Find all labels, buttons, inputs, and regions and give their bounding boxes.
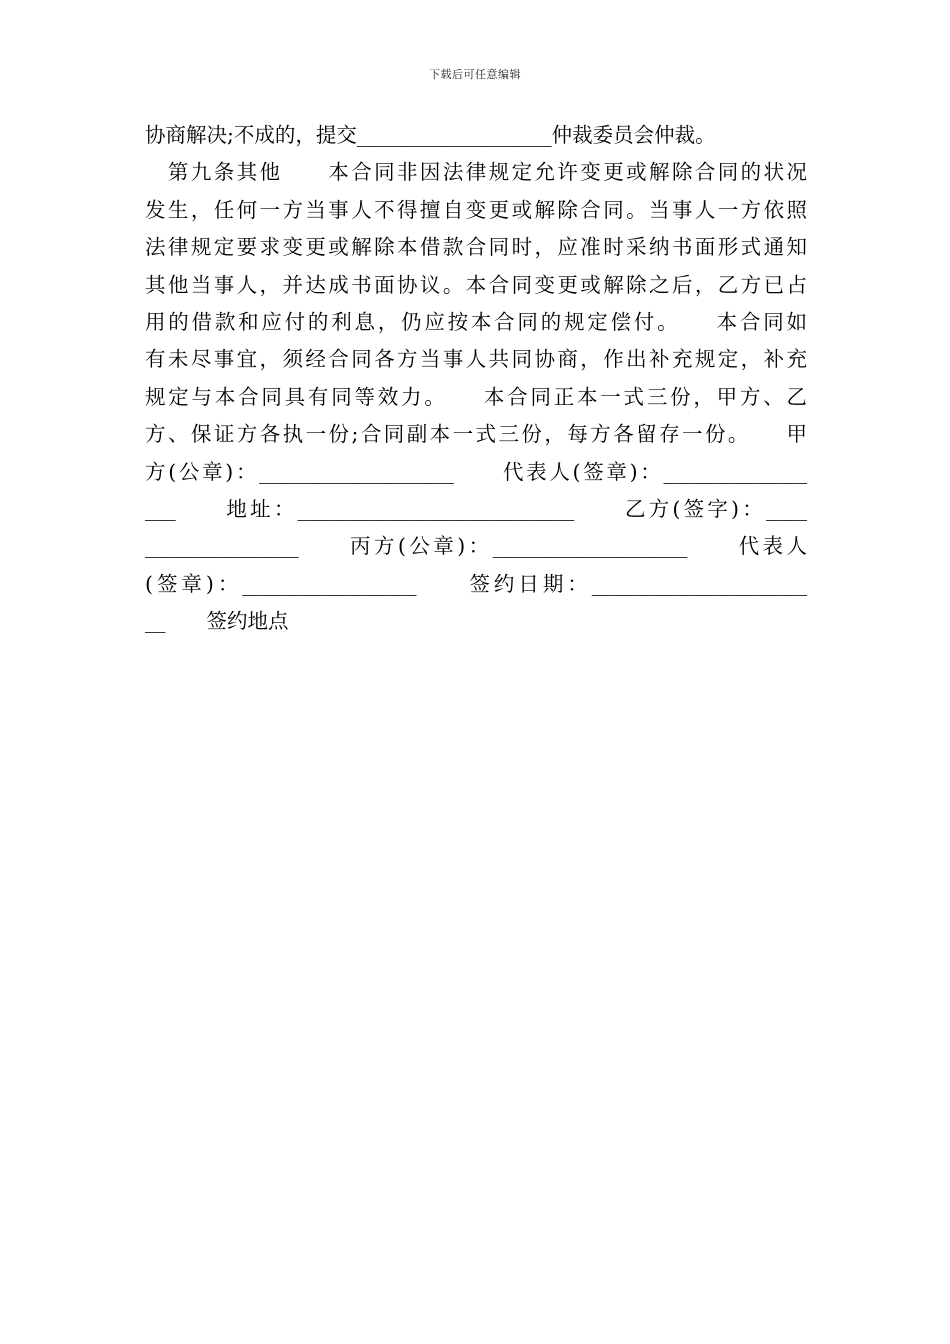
contract-body [145,117,807,640]
contract-line: 规定与本合同具有同等效力。 本合同正本一式三份，甲方、乙 [145,384,807,409]
signature-line-address: ___ 地址：___________________________ 乙方(签字)：____ [145,496,807,521]
contract-line: 法律规定要求变更或解除本借款合同时，应准时采纳书面形式通知 [145,235,807,260]
signature-line-party-c: _______________ 丙方(公章)：___________________ 代表人 [145,534,807,559]
download-note: 下载后可任意编辑 [429,68,521,81]
contract-line: 用的借款和应付的利息，仍应按本合同的规定偿付。 本合同如 [145,309,807,334]
contract-line: 其他当事人，并达成书面协议。本合同变更或解除之后，乙方已占 [145,272,807,297]
signature-line-party-a: 方(公章)：___________________ 代表人(签章)：______________ [145,459,807,484]
signature-line-date: (签章)：_________________ 签约日期：_____________________ [145,571,807,596]
contract-line: 第九条其他 本合同非因法律规定允许变更或解除合同的状况 [145,160,807,185]
contract-line: 发生，任何一方当事人不得擅自变更或解除合同。当事人一方依照 [145,197,807,222]
contract-line: 有未尽事宜，须经合同各方当事人共同协商，作出补充规定，补充 [145,347,807,372]
contract-line: 协商解决;不成的，提交___________________仲裁委员会仲裁。 [145,123,716,147]
signature-line-place: __ 签约地点 [145,609,289,634]
contract-line: 方、保证方各执一份;合同副本一式三份，每方各留存一份。 甲 [145,422,807,447]
